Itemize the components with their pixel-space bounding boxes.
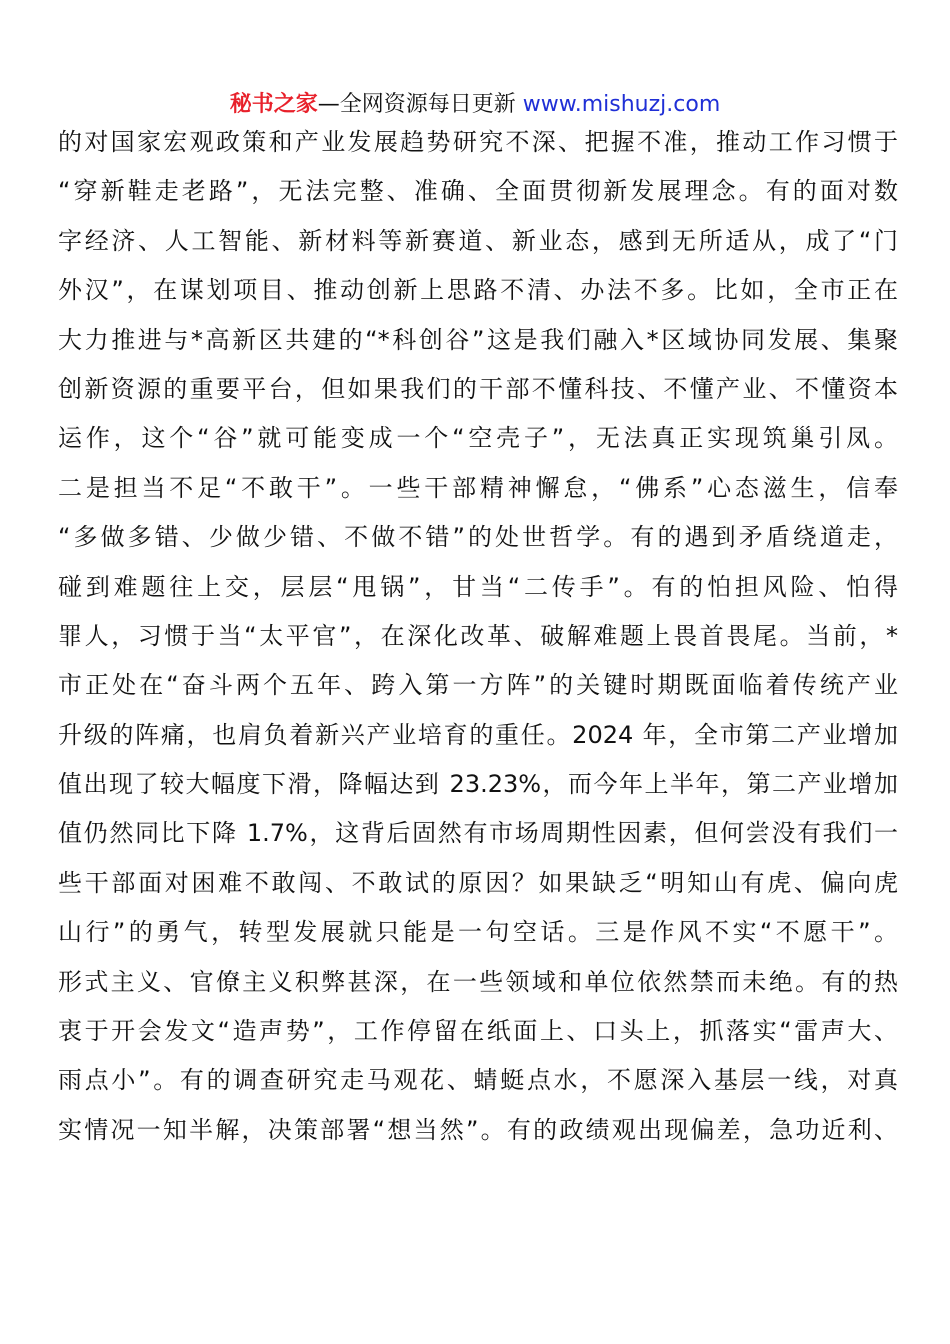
text-line: 山行”的勇气，转型发展就只能是一句空话。三是作风不实“不愿干”。 — [58, 918, 898, 947]
text-line: 罪人，习惯于当“太平官”，在深化改革、破解难题上畏首畏尾。当前，* — [58, 621, 898, 650]
text-line: 形式主义、官僚主义积弊甚深，在一些领域和单位依然禁而未绝。有的热 — [58, 967, 898, 996]
text-line: 值仍然同比下降 1.7%，这背后固然有市场周期性因素，但何尝没有我们一 — [58, 819, 898, 848]
text-line: 运作，这个“谷”就可能变成一个“空壳子”，无法真正实现筑巢引凤。 — [58, 424, 898, 453]
text-line: 创新资源的重要平台，但如果我们的干部不懂科技、不懂产业、不懂资本 — [58, 374, 898, 403]
document-body — [58, 118, 898, 1155]
text-line: 衷于开会发文“造声势”，工作停留在纸面上、口头上，抓落实“雷声大、 — [58, 1017, 898, 1046]
brand-name: 秘书之家 — [229, 92, 318, 117]
text-line: 字经济、人工智能、新材料等新赛道、新业态，感到无所适从，成了“门 — [58, 226, 898, 255]
site-url-link[interactable]: www.mishuzj.com — [522, 92, 721, 117]
text-line: 雨点小”。有的调查研究走马观花、蜻蜓点水，不愿深入基层一线，对真 — [58, 1066, 898, 1095]
text-line: 碰到难题往上交，层层“甩锅”，甘当“二传手”。有的怕担风险、怕得 — [58, 572, 898, 601]
text-line: 大力推进与*高新区共建的“*科创谷”这是我们融入*区域协同发展、集聚 — [58, 325, 898, 354]
text-line: 升级的阵痛，也肩负着新兴产业培育的重任。2024 年，全市第二产业增加 — [58, 720, 898, 749]
header-slogan: —全网资源每日更新 — [317, 92, 523, 117]
text-line: 二是担当不足“不敢干”。一些干部精神懈怠，“佛系”心态滋生，信奉 — [58, 473, 898, 502]
site-header — [0, 90, 950, 120]
text-line: 外汉”，在谋划项目、推动创新上思路不清、办法不多。比如，全市正在 — [58, 276, 898, 305]
text-line: “穿新鞋走老路”，无法完整、准确、全面贯彻新发展理念。有的面对数 — [58, 177, 898, 206]
text-line: 些干部面对困难不敢闯、不敢试的原因？如果缺乏“明知山有虎、偏向虎 — [58, 868, 898, 897]
text-line: “多做多错、少做少错、不做不错”的处世哲学。有的遇到矛盾绕道走， — [58, 523, 898, 552]
text-line: 的对国家宏观政策和产业发展趋势研究不深、把握不准，推动工作习惯于 — [58, 128, 898, 156]
text-line: 值出现了较大幅度下滑，降幅达到 23.23%，而今年上半年，第二产业增加 — [58, 770, 898, 799]
text-line: 市正处在“奋斗两个五年、跨入第一方阵”的关键时期既面临着传统产业 — [58, 671, 898, 700]
text-line: 实情况一知半解，决策部署“想当然”。有的政绩观出现偏差，急功近利、 — [58, 1115, 898, 1144]
